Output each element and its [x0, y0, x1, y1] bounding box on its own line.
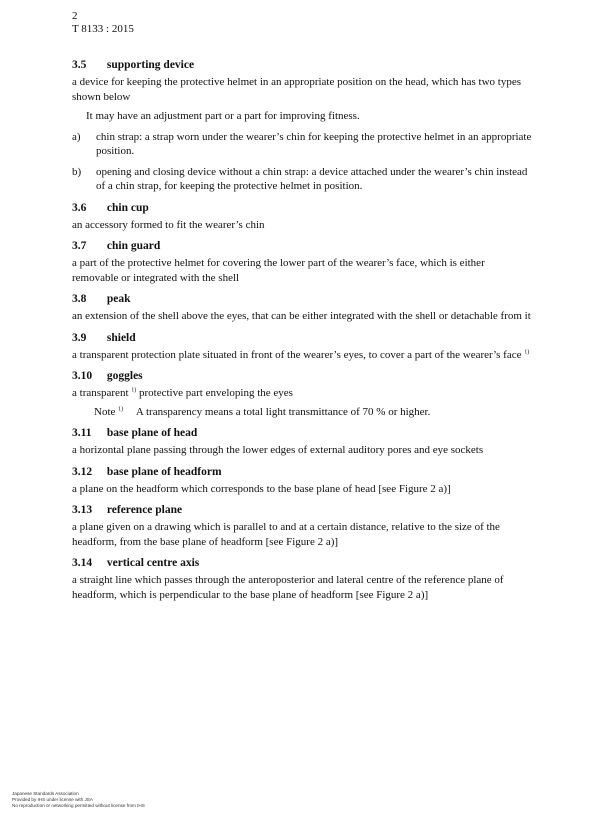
term-heading [72, 331, 532, 345]
term-title: peak [106, 293, 131, 305]
term-3-14 [72, 556, 532, 602]
term-heading [72, 556, 532, 570]
term-definition: a straight line which passes through the anteroposterior and lateral centre of the reference plane of headform, which is perpendicular to the base plane of headform [see Figure 2 a)] [72, 574, 504, 601]
term-definition: a plane given on a drawing which is parallel to and at a certain distance, relative to the size of the headform, from the base plane of headform [see Figure 2 a)] [72, 521, 500, 548]
footnote-ref: 1) [131, 387, 137, 394]
term-3-10 [72, 369, 532, 419]
term-3-5 [72, 58, 532, 194]
footer-line: Provided by IHS under license with JSA [12, 797, 93, 802]
term-title: chin cup [106, 201, 149, 214]
standard-designation: T 8133 : 2015 [72, 23, 134, 35]
footnote-label: Note [94, 405, 116, 418]
term-number: 3.9 [72, 331, 87, 344]
footnote-mark: 1) [118, 405, 124, 412]
term-number: 3.6 [72, 201, 87, 214]
term-3-6 [72, 201, 532, 233]
list-item [72, 130, 532, 159]
footnote-text: A transparency means a total light transmittance of 70 % or higher. [135, 405, 431, 418]
list-item-text: chin strap: a strap worn under the wearer’s chin for keeping the protective helmet in an appropriate position. [96, 130, 532, 157]
term-number: 3.7 [72, 240, 87, 252]
footnote [94, 405, 532, 420]
term-3-13 [72, 503, 532, 549]
term-definition [72, 386, 532, 401]
definitions-list [72, 58, 532, 609]
term-definition: an extension of the shell above the eyes, that can be either integrated with the shell or detachable from it [72, 310, 531, 322]
footer-line: Japanese Standards Association [12, 791, 79, 796]
term-definition: a part of the protective helmet for covering the lower part of the wearer’s face, which is either removable or integrated with the shell [72, 257, 485, 284]
term-title: vertical centre axis [106, 557, 200, 569]
term-definition-post: protective part enveloping the eyes [136, 387, 293, 399]
list-item-label: a) [72, 130, 81, 143]
term-heading [72, 369, 532, 383]
term-heading [72, 503, 532, 517]
list-item [72, 165, 532, 194]
term-title: chin guard [106, 240, 161, 252]
term-heading [72, 465, 532, 479]
term-number: 3.5 [72, 59, 87, 71]
term-3-12 [72, 465, 532, 497]
term-definition: a device for keeping the protective helmet in an appropriate position on the head, which has two types shown below [72, 76, 522, 103]
term-3-11 [72, 426, 532, 458]
footnote-ref: 1) [524, 348, 530, 355]
term-note: It may have an adjustment part or a part for improving fitness. [86, 110, 360, 122]
term-heading [72, 201, 532, 215]
term-title: reference plane [106, 504, 183, 516]
term-definition-text: a transparent protection plate situated in front of the wearer’s eyes, to cover a part of the wearer’s face [72, 348, 522, 361]
license-footer [12, 791, 145, 809]
term-3-7 [72, 239, 532, 285]
term-number: 3.12 [72, 465, 93, 478]
list-item-text: opening and closing device without a chin strap: a device attached under the wearer’s chin instead of a chin strap, for keeping the protective helmet in position. [96, 165, 528, 192]
term-title: base plane of head [106, 427, 198, 439]
term-definition: a plane on the headform which corresponds to the base plane of head [see Figure 2 a)] [72, 482, 451, 495]
term-definition: an accessory formed to fit the wearer’s chin [72, 218, 265, 231]
term-heading [72, 58, 532, 72]
term-definition: a horizontal plane passing through the lower edges of external auditory pores and eye sockets [72, 444, 484, 456]
term-definition-pre: a transparent [72, 387, 129, 399]
term-number: 3.11 [72, 427, 92, 439]
term-3-8 [72, 292, 532, 324]
term-number: 3.10 [72, 370, 93, 382]
term-number: 3.14 [72, 557, 93, 569]
term-heading [72, 239, 532, 253]
term-heading [72, 426, 532, 440]
term-heading [72, 292, 532, 306]
term-title: goggles [106, 370, 143, 382]
list-item-label: b) [72, 165, 82, 178]
term-title: base plane of headform [106, 465, 222, 478]
term-3-9 [72, 331, 532, 363]
footer-line: No reproduction or networking permitted without license from IHS [12, 803, 145, 808]
term-definition [72, 348, 532, 363]
term-title: shield [106, 331, 136, 344]
term-title: supporting device [106, 59, 195, 71]
page-number: 2 [72, 10, 78, 22]
term-number: 3.8 [72, 293, 87, 305]
term-number: 3.13 [72, 504, 93, 516]
